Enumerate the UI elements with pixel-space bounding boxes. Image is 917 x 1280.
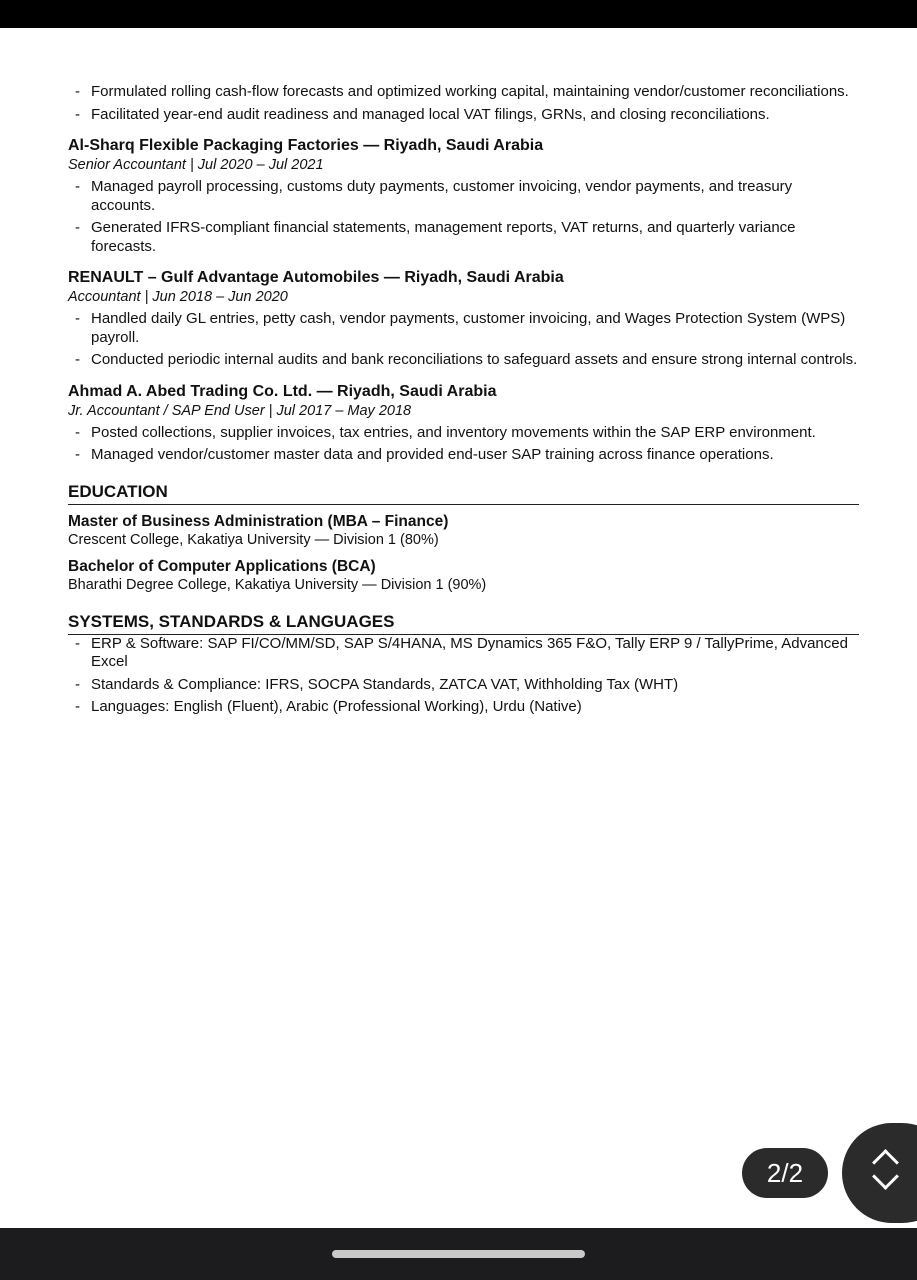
job-role: Senior Accountant | Jul 2020 – Jul 2021 [68,157,324,173]
navigation-bar [0,1228,917,1280]
intro-bullet-list [68,83,859,124]
resume-content [68,83,859,721]
list-item: - Generated IFRS-compliant financial statements, management reports, VAT returns, and quarterly variance forecasts. [68,219,859,256]
page-scroll-control[interactable] [842,1123,917,1223]
school-name: Crescent College, Kakatiya University — Division 1 (80%) [68,531,439,548]
job-title: Ahmad A. Abed Trading Co. Ltd. — Riyadh, Saudi Arabia [68,382,497,400]
list-item: - Handled daily GL entries, petty cash, vendor payments, customer invoicing, and Wages Protection System (WPS) payroll. [68,310,859,347]
list-item: - ERP & Software: SAP FI/CO/MM/SD, SAP S/4HANA, MS Dynamics 365 F&O, Tally ERP 9 / TallyPrime, Advanced Excel [68,635,859,672]
job-role: Accountant | Jun 2018 – Jun 2020 [68,289,288,305]
status-bar [0,0,917,28]
section-heading-systems: SYSTEMS, STANDARDS & LANGUAGES [68,611,859,635]
education-entry [68,512,859,550]
job-entry [68,136,859,256]
job-entry [68,382,859,465]
school-name: Bharathi Degree College, Kakatiya University — Division 1 (90%) [68,576,487,593]
job-bullet-list [68,310,859,370]
degree-title: Bachelor of Computer Applications (BCA) [68,557,376,575]
job-title: RENAULT – Gulf Advantage Automobiles — Riyadh, Saudi Arabia [68,269,564,286]
list-item: - Managed vendor/customer master data and provided end-user SAP training across finance operations. [68,446,859,465]
list-item: - Managed payroll processing, customs duty payments, customer invoicing, vendor payments, and treasury accounts. [68,178,859,215]
degree-title: Master of Business Administration (MBA – Finance) [68,512,449,530]
page-indicator: 2/2 [742,1148,828,1198]
section-heading-education: EDUCATION [68,481,859,505]
job-bullet-list [68,178,859,256]
education-entry [68,557,859,595]
list-item: - Standards & Compliance: IFRS, SOCPA Standards, ZATCA VAT, Withholding Tax (WHT) [68,676,859,695]
home-indicator[interactable] [332,1250,585,1258]
list-item: - Facilitated year-end audit readiness and managed local VAT filings, GRNs, and closing reconciliations. [68,106,859,125]
list-item: - Languages: English (Fluent), Arabic (Professional Working), Urdu (Native) [68,698,859,717]
list-item: - Formulated rolling cash-flow forecasts and optimized working capital, maintaining vendor/customer reconciliations. [68,83,859,102]
job-bullet-list [68,424,859,465]
document-page[interactable] [0,28,917,1228]
list-item: - Conducted periodic internal audits and bank reconciliations to safeguard assets and ensure strong internal controls. [68,351,859,370]
list-item: - Posted collections, supplier invoices, tax entries, and inventory movements within the SAP ERP environment. [68,424,859,443]
job-entry [68,268,859,370]
job-title: Al-Sharq Flexible Packaging Factories — Riyadh, Saudi Arabia [68,137,544,154]
job-role: Jr. Accountant / SAP End User | Jul 2017 – May 2018 [68,402,412,419]
systems-bullet-list [68,635,859,717]
